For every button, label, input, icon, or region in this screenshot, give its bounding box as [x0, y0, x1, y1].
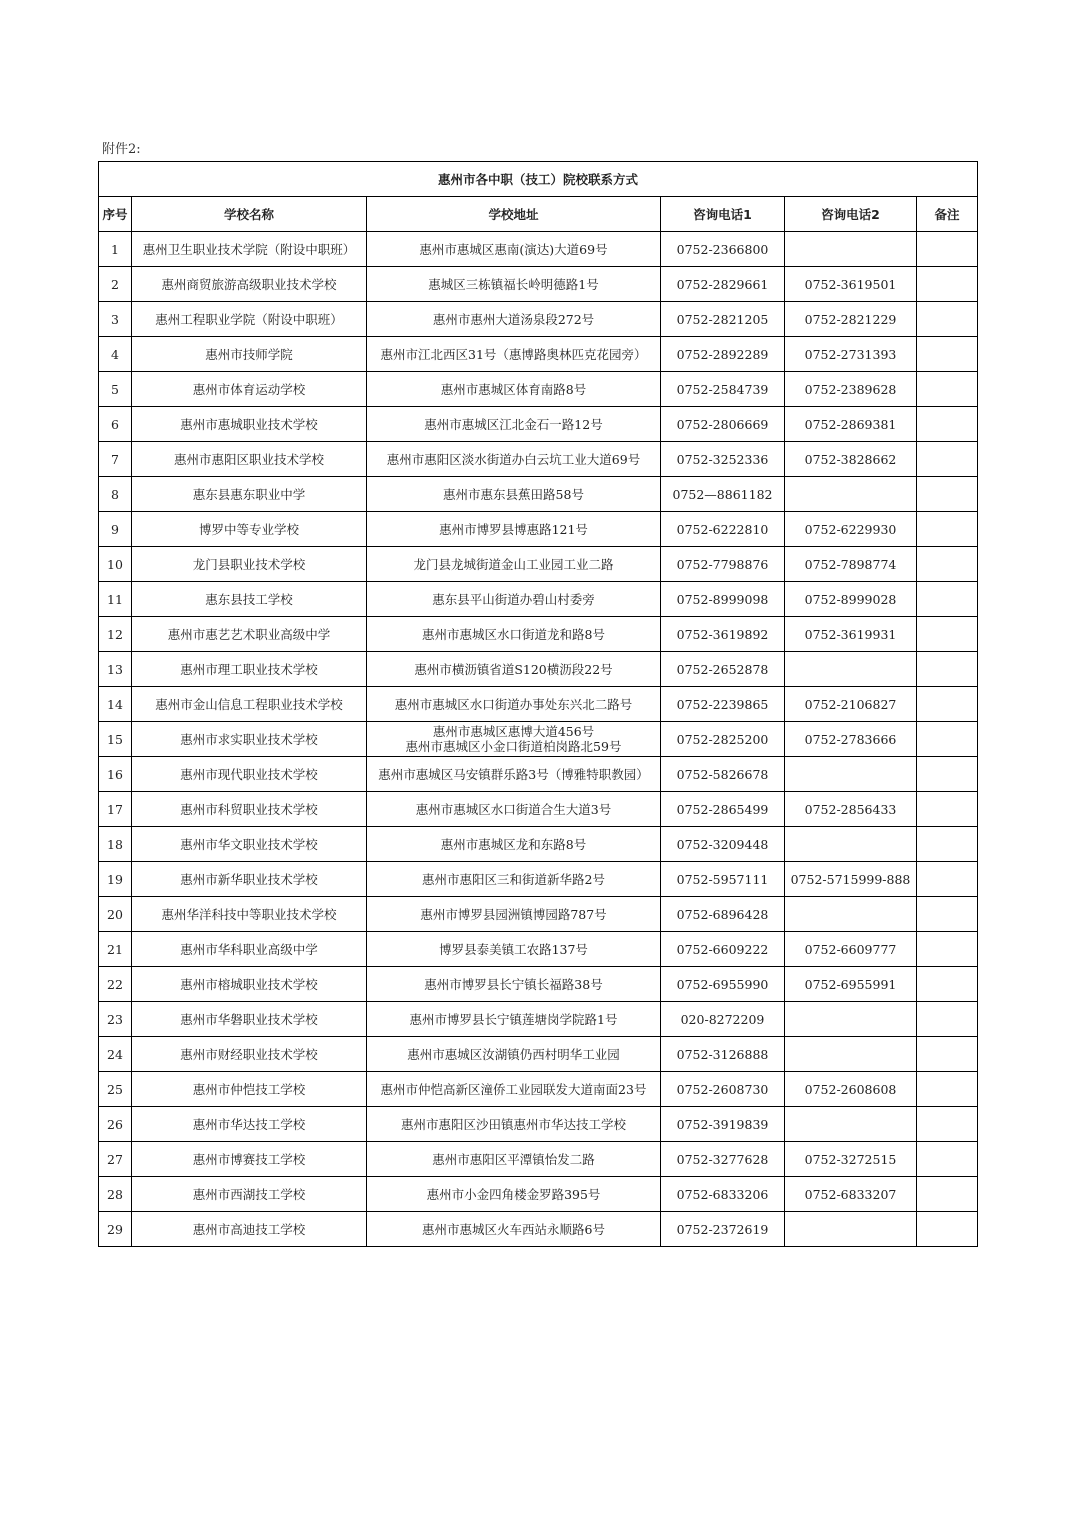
row-no: 22 — [99, 967, 132, 1002]
row-school-name: 惠州市理工职业技术学校 — [132, 652, 367, 687]
row-address — [367, 512, 661, 547]
row-school-name: 博罗中等专业学校 — [132, 512, 367, 547]
address-line: 惠州市惠城区水口街道合生大道3号 — [415, 801, 612, 817]
row-tel2: 0752-5715999-888 — [785, 862, 917, 897]
table-row — [99, 967, 978, 1002]
table-row — [99, 547, 978, 582]
address-line: 龙门县龙城街道金山工业园工业二路 — [413, 556, 614, 572]
row-tel1: 0752-2829661 — [661, 267, 785, 302]
row-no: 19 — [99, 862, 132, 897]
table-row — [99, 267, 978, 302]
row-no: 24 — [99, 1037, 132, 1072]
row-no: 2 — [99, 267, 132, 302]
header-note: 备注 — [917, 197, 978, 232]
row-no: 16 — [99, 757, 132, 792]
row-note — [917, 932, 978, 967]
row-tel1: 0752-6896428 — [661, 897, 785, 932]
row-tel1: 0752-3277628 — [661, 1142, 785, 1177]
table-row — [99, 1002, 978, 1037]
row-tel1: 0752-6609222 — [661, 932, 785, 967]
row-address — [367, 617, 661, 652]
row-tel1: 0752-2584739 — [661, 372, 785, 407]
row-note — [917, 1002, 978, 1037]
row-note — [917, 897, 978, 932]
address-line: 惠州市惠城区汝湖镇仍西村明华工业园 — [407, 1046, 620, 1062]
address-line: 惠州市江北西区31号（惠博路奥林匹克花园旁） — [380, 346, 647, 362]
row-tel1: 0752—8861182 — [661, 477, 785, 512]
row-address — [367, 477, 661, 512]
row-note — [917, 302, 978, 337]
table-row — [99, 477, 978, 512]
table-row — [99, 582, 978, 617]
row-tel1: 0752-2865499 — [661, 792, 785, 827]
row-tel2: 0752-2856433 — [785, 792, 917, 827]
row-note — [917, 1177, 978, 1212]
row-tel1: 0752-2608730 — [661, 1072, 785, 1107]
table-row — [99, 1212, 978, 1247]
row-note — [917, 372, 978, 407]
row-tel1: 0752-3209448 — [661, 827, 785, 862]
address-line: 惠州市惠城区火车西站永顺路6号 — [422, 1221, 605, 1237]
row-tel1: 0752-2821205 — [661, 302, 785, 337]
table-row — [99, 1037, 978, 1072]
row-address — [367, 337, 661, 372]
table-row — [99, 337, 978, 372]
row-note — [917, 722, 978, 757]
row-note — [917, 337, 978, 372]
row-tel2 — [785, 1037, 917, 1072]
header-address: 学校地址 — [367, 197, 661, 232]
row-school-name: 惠州市惠城职业技术学校 — [132, 407, 367, 442]
address-line: 惠州市博罗县园洲镇博园路787号 — [420, 906, 607, 922]
row-tel1: 0752-2806669 — [661, 407, 785, 442]
row-no: 18 — [99, 827, 132, 862]
row-school-name: 惠州市榕城职业技术学校 — [132, 967, 367, 1002]
row-address — [367, 827, 661, 862]
row-address — [367, 372, 661, 407]
address-line: 惠州市惠阳区平潭镇怡发二路 — [432, 1151, 595, 1167]
row-no: 10 — [99, 547, 132, 582]
row-school-name: 惠州市华达技工学校 — [132, 1107, 367, 1142]
row-address — [367, 1177, 661, 1212]
row-tel2 — [785, 1002, 917, 1037]
row-note — [917, 232, 978, 267]
row-no: 14 — [99, 687, 132, 722]
row-tel1: 0752-2652878 — [661, 652, 785, 687]
row-tel2: 0752-3619501 — [785, 267, 917, 302]
row-address — [367, 652, 661, 687]
row-no: 26 — [99, 1107, 132, 1142]
row-no: 28 — [99, 1177, 132, 1212]
row-address — [367, 862, 661, 897]
row-school-name: 惠州市求实职业技术学校 — [132, 722, 367, 757]
table-body — [99, 232, 978, 1247]
row-school-name: 惠州市西湖技工学校 — [132, 1177, 367, 1212]
row-note — [917, 442, 978, 477]
table-row — [99, 1142, 978, 1177]
table-row — [99, 652, 978, 687]
address-line: 惠州市惠城区小金口街道柏岗路北59号 — [405, 739, 622, 754]
row-no: 12 — [99, 617, 132, 652]
row-school-name: 惠州工程职业学院（附设中职班） — [132, 302, 367, 337]
row-address — [367, 267, 661, 302]
row-tel2 — [785, 1107, 917, 1142]
row-tel2: 0752-2608608 — [785, 1072, 917, 1107]
row-no: 1 — [99, 232, 132, 267]
row-tel2: 0752-6955991 — [785, 967, 917, 1002]
row-no: 3 — [99, 302, 132, 337]
table-row — [99, 722, 978, 757]
row-no: 25 — [99, 1072, 132, 1107]
row-tel2 — [785, 1212, 917, 1247]
row-tel2: 0752-2106827 — [785, 687, 917, 722]
row-school-name: 惠州市技师学院 — [132, 337, 367, 372]
row-tel1: 0752-2366800 — [661, 232, 785, 267]
row-address — [367, 547, 661, 582]
row-address — [367, 1107, 661, 1142]
row-no: 11 — [99, 582, 132, 617]
row-tel2: 0752-6609777 — [785, 932, 917, 967]
row-school-name: 龙门县职业技术学校 — [132, 547, 367, 582]
address-line: 惠州市小金四角楼金罗路395号 — [426, 1186, 601, 1202]
row-school-name: 惠州市华磐职业技术学校 — [132, 1002, 367, 1037]
row-address — [367, 792, 661, 827]
row-tel2: 0752-2731393 — [785, 337, 917, 372]
row-note — [917, 617, 978, 652]
row-tel2 — [785, 897, 917, 932]
row-tel2: 0752-3272515 — [785, 1142, 917, 1177]
row-school-name: 惠州市财经职业技术学校 — [132, 1037, 367, 1072]
table-row — [99, 792, 978, 827]
table-row — [99, 407, 978, 442]
address-line: 惠州市惠阳区沙田镇惠州市华达技工学校 — [400, 1116, 626, 1132]
table-row — [99, 617, 978, 652]
table-row — [99, 372, 978, 407]
row-note — [917, 827, 978, 862]
table-row — [99, 442, 978, 477]
address-line: 惠州市惠城区水口街道龙和路8号 — [422, 626, 605, 642]
row-tel1: 0752-5957111 — [661, 862, 785, 897]
row-tel1: 0752-2892289 — [661, 337, 785, 372]
row-school-name: 惠州市金山信息工程职业技术学校 — [132, 687, 367, 722]
row-no: 9 — [99, 512, 132, 547]
row-tel2 — [785, 232, 917, 267]
row-note — [917, 512, 978, 547]
row-address — [367, 407, 661, 442]
row-address — [367, 897, 661, 932]
row-tel2: 0752-3828662 — [785, 442, 917, 477]
row-note — [917, 792, 978, 827]
address-line: 惠州市惠城区惠博大道456号 — [432, 724, 595, 739]
row-note — [917, 967, 978, 1002]
table-row — [99, 512, 978, 547]
row-school-name: 惠州商贸旅游高级职业技术学校 — [132, 267, 367, 302]
row-tel1: 0752-2239865 — [661, 687, 785, 722]
row-no: 15 — [99, 722, 132, 757]
row-address — [367, 442, 661, 477]
row-note — [917, 547, 978, 582]
table-row — [99, 932, 978, 967]
row-address — [367, 1142, 661, 1177]
table-row — [99, 1072, 978, 1107]
address-line: 惠州市惠东县蕉田路58号 — [443, 486, 584, 502]
row-school-name: 惠州市新华职业技术学校 — [132, 862, 367, 897]
row-address — [367, 1212, 661, 1247]
row-address — [367, 1072, 661, 1107]
row-no: 7 — [99, 442, 132, 477]
row-tel2 — [785, 477, 917, 512]
address-line: 惠州市博罗县博惠路121号 — [439, 521, 588, 537]
address-line: 惠州市惠城区惠南(演达)大道69号 — [419, 241, 608, 257]
address-line: 惠州市惠州大道汤泉段272号 — [432, 311, 595, 327]
address-line: 惠州市惠城区水口街道办事处东兴北二路号 — [394, 696, 633, 712]
row-no: 17 — [99, 792, 132, 827]
table-row — [99, 687, 978, 722]
header-school-name: 学校名称 — [132, 197, 367, 232]
row-tel2 — [785, 827, 917, 862]
address-line: 惠州市惠阳区三和街道新华路2号 — [422, 871, 605, 887]
row-address — [367, 687, 661, 722]
address-line: 惠州市惠城区体育南路8号 — [440, 381, 587, 397]
row-school-name: 惠东县技工学校 — [132, 582, 367, 617]
address-line: 惠州市博罗县长宁镇莲塘岗学院路1号 — [409, 1011, 618, 1027]
row-no: 13 — [99, 652, 132, 687]
row-no: 8 — [99, 477, 132, 512]
row-address — [367, 967, 661, 1002]
row-tel2 — [785, 652, 917, 687]
row-school-name: 惠州市科贸职业技术学校 — [132, 792, 367, 827]
row-note — [917, 1142, 978, 1177]
table-row — [99, 302, 978, 337]
address-line: 惠州市仲恺高新区潼侨工业园联发大道南面23号 — [380, 1081, 647, 1097]
row-no: 6 — [99, 407, 132, 442]
row-tel1: 0752-8999098 — [661, 582, 785, 617]
row-no: 27 — [99, 1142, 132, 1177]
row-tel2: 0752-2821229 — [785, 302, 917, 337]
row-address — [367, 302, 661, 337]
row-school-name: 惠州市华科职业高级中学 — [132, 932, 367, 967]
table-row — [99, 897, 978, 932]
row-no: 29 — [99, 1212, 132, 1247]
row-note — [917, 1037, 978, 1072]
row-no: 23 — [99, 1002, 132, 1037]
header-no: 序号 — [99, 197, 132, 232]
header-tel2: 咨询电话2 — [785, 197, 917, 232]
row-note — [917, 582, 978, 617]
table-row — [99, 1107, 978, 1142]
row-tel2: 0752-6833207 — [785, 1177, 917, 1212]
table-row — [99, 862, 978, 897]
row-tel2: 0752-3619931 — [785, 617, 917, 652]
table-row — [99, 827, 978, 862]
table-row — [99, 1177, 978, 1212]
row-address — [367, 582, 661, 617]
row-address — [367, 722, 661, 757]
row-address — [367, 1002, 661, 1037]
row-no: 20 — [99, 897, 132, 932]
row-tel1: 0752-7798876 — [661, 547, 785, 582]
row-tel1: 0752-6833206 — [661, 1177, 785, 1212]
address-line: 惠州市博罗县长宁镇长福路38号 — [424, 976, 603, 992]
row-tel2: 0752-7898774 — [785, 547, 917, 582]
row-note — [917, 267, 978, 302]
table-title: 惠州市各中职（技工）院校联系方式 — [99, 162, 978, 197]
header-row — [99, 197, 978, 232]
address-line: 惠城区三栋镇福长岭明德路1号 — [428, 276, 599, 292]
table-row — [99, 232, 978, 267]
row-note — [917, 477, 978, 512]
row-tel2: 0752-2389628 — [785, 372, 917, 407]
row-note — [917, 687, 978, 722]
row-note — [917, 407, 978, 442]
row-tel1: 0752-3619892 — [661, 617, 785, 652]
row-tel2 — [785, 757, 917, 792]
row-no: 5 — [99, 372, 132, 407]
row-tel2: 0752-8999028 — [785, 582, 917, 617]
row-tel1: 0752-2825200 — [661, 722, 785, 757]
attachment-label: 附件2: — [102, 142, 141, 157]
row-note — [917, 652, 978, 687]
row-tel1: 0752-6222810 — [661, 512, 785, 547]
address-line: 惠东县平山街道办碧山村委旁 — [432, 591, 595, 607]
row-no: 4 — [99, 337, 132, 372]
row-address — [367, 232, 661, 267]
header-tel1: 咨询电话1 — [661, 197, 785, 232]
row-school-name: 惠州市高迪技工学校 — [132, 1212, 367, 1247]
row-school-name: 惠州市仲恺技工学校 — [132, 1072, 367, 1107]
row-school-name: 惠州市惠阳区职业技术学校 — [132, 442, 367, 477]
address-line: 惠州市横沥镇省道S120横沥段22号 — [414, 661, 613, 677]
row-address — [367, 1037, 661, 1072]
row-school-name: 惠州市华文职业技术学校 — [132, 827, 367, 862]
row-tel1: 020-8272209 — [661, 1002, 785, 1037]
row-note — [917, 1072, 978, 1107]
row-note — [917, 1107, 978, 1142]
row-school-name: 惠州华洋科技中等职业技术学校 — [132, 897, 367, 932]
address-line: 惠州市惠城区江北金石一路12号 — [424, 416, 603, 432]
row-note — [917, 862, 978, 897]
row-address — [367, 757, 661, 792]
row-tel2: 0752-2783666 — [785, 722, 917, 757]
row-school-name: 惠州卫生职业技术学院（附设中职班） — [132, 232, 367, 267]
row-tel1: 0752-3252336 — [661, 442, 785, 477]
row-tel1: 0752-3126888 — [661, 1037, 785, 1072]
row-school-name: 惠州市现代职业技术学校 — [132, 757, 367, 792]
row-note — [917, 757, 978, 792]
row-tel2: 0752-6229930 — [785, 512, 917, 547]
row-no: 21 — [99, 932, 132, 967]
row-school-name: 惠州市博赛技工学校 — [132, 1142, 367, 1177]
table-row — [99, 757, 978, 792]
row-tel1: 0752-3919839 — [661, 1107, 785, 1142]
row-tel2: 0752-2869381 — [785, 407, 917, 442]
row-tel1: 0752-2372619 — [661, 1212, 785, 1247]
row-school-name: 惠州市体育运动学校 — [132, 372, 367, 407]
address-line: 惠州市惠城区马安镇群乐路3号（博雅特职教园） — [378, 766, 649, 782]
row-school-name: 惠州市惠艺艺术职业高级中学 — [132, 617, 367, 652]
address-line: 博罗县泰美镇工农路137号 — [439, 941, 588, 957]
school-contact-table — [98, 161, 978, 1247]
row-tel1: 0752-6955990 — [661, 967, 785, 1002]
row-school-name: 惠东县惠东职业中学 — [132, 477, 367, 512]
row-tel1: 0752-5826678 — [661, 757, 785, 792]
address-line: 惠州市惠城区龙和东路8号 — [440, 836, 587, 852]
address-line: 惠州市惠阳区淡水街道办白云坑工业大道69号 — [386, 451, 641, 467]
row-note — [917, 1212, 978, 1247]
row-address — [367, 932, 661, 967]
